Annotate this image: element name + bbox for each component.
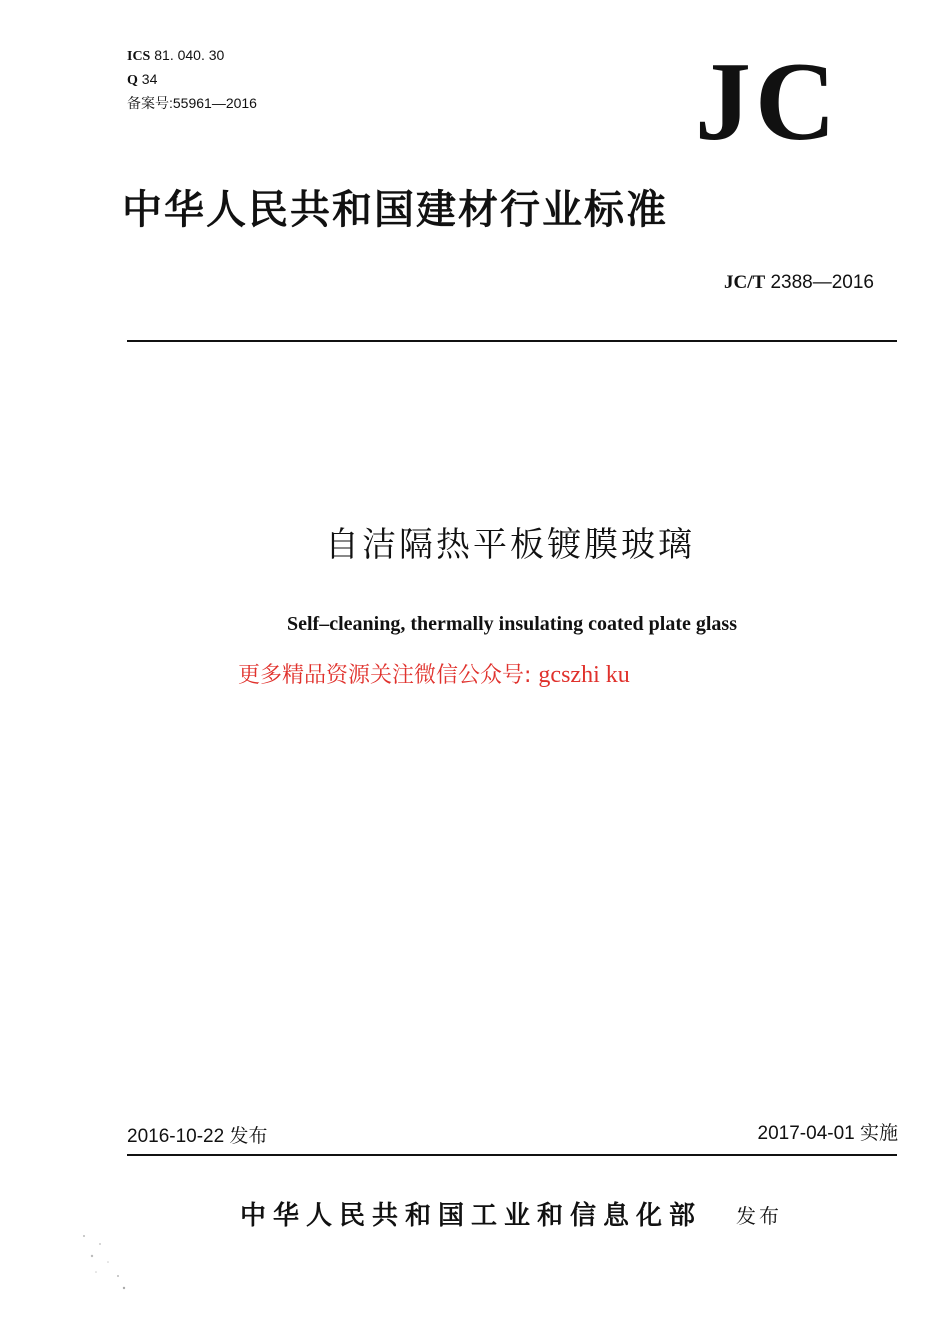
- watermark-text: 更多精品资源关注微信公众号:: [238, 663, 532, 688]
- implementation-date: 2017-04-01 实施: [757, 1123, 898, 1144]
- issue-date: 2016-10-22 发布: [127, 1126, 268, 1147]
- filing-number: 备案号:55961—2016: [127, 95, 257, 111]
- standard-number-value: 2388—2016: [770, 272, 874, 293]
- standard-type-heading: 中华人民共和国建材行业标准: [122, 187, 668, 233]
- ccs-line: [127, 68, 257, 92]
- standard-number: [724, 271, 874, 295]
- publish-label: 发布: [736, 1204, 782, 1228]
- document-title-cn: 自洁隔热平板镀膜玻璃: [325, 525, 695, 565]
- jc-logo: JC: [695, 40, 840, 164]
- top-divider: [127, 340, 897, 342]
- ccs-code: 34: [141, 71, 158, 87]
- watermark-note: [238, 660, 630, 691]
- ics-line: [127, 44, 257, 68]
- watermark-account: gcszhi ku: [538, 662, 630, 688]
- scan-specks-decoration: [78, 1232, 138, 1302]
- classification-block: [127, 44, 257, 114]
- ics-code: 81. 040. 30: [154, 47, 225, 63]
- ics-label: ICS: [127, 49, 151, 64]
- standard-code: JC/T: [723, 272, 766, 293]
- ccs-label: Q: [127, 73, 138, 88]
- document-title-en: Self–cleaning, thermally insulating coated plate glass: [287, 613, 737, 635]
- publisher-name: 中华人民共和国工业和信息化部: [240, 1201, 703, 1231]
- bottom-divider: [127, 1154, 897, 1156]
